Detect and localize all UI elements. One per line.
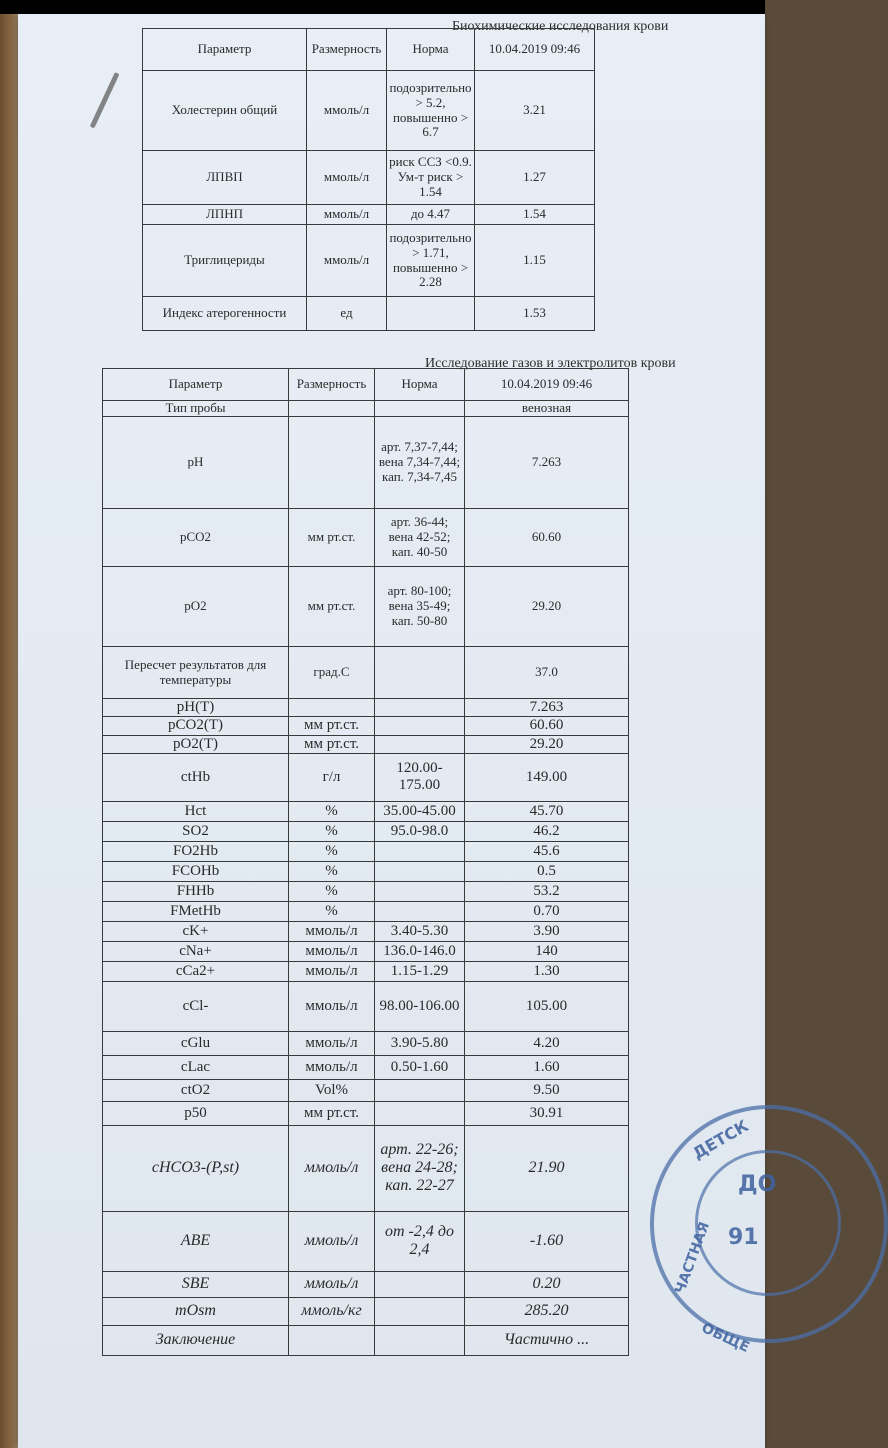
table-row bbox=[103, 699, 629, 717]
cell-unit: мм рт.ст. bbox=[289, 735, 375, 753]
cell-value: 7.263 bbox=[465, 417, 629, 509]
cell-param: SBE bbox=[103, 1271, 289, 1297]
cell-value: 3.21 bbox=[475, 71, 595, 151]
cell-param: cCa2+ bbox=[103, 961, 289, 981]
cell-value: 1.54 bbox=[475, 205, 595, 225]
cell-norm: подозрительно > 5.2, повышенно > 6.7 bbox=[387, 71, 475, 151]
cell-param: cNa+ bbox=[103, 941, 289, 961]
cell-param: pH bbox=[103, 417, 289, 509]
cell-param: Тип пробы bbox=[103, 401, 289, 417]
header-unit: Размерность bbox=[289, 369, 375, 401]
cell-norm: 3.90-5.80 bbox=[375, 1031, 465, 1055]
cell-norm: арт. 36-44; вена 42-52; кап. 40-50 bbox=[375, 509, 465, 567]
cell-value: 60.60 bbox=[465, 717, 629, 735]
cell-unit: ммоль/л bbox=[289, 941, 375, 961]
cell-unit: ммоль/л bbox=[307, 71, 387, 151]
cell-norm bbox=[375, 1101, 465, 1125]
cell-norm bbox=[375, 1079, 465, 1101]
cell-value: 0.70 bbox=[465, 901, 629, 921]
cell-unit: % bbox=[289, 841, 375, 861]
cell-param: FMetHb bbox=[103, 901, 289, 921]
table-row bbox=[103, 717, 629, 735]
cell-value: 285.20 bbox=[465, 1297, 629, 1325]
cell-unit bbox=[289, 1325, 375, 1355]
cell-value: 29.20 bbox=[465, 735, 629, 753]
table-row bbox=[103, 753, 629, 801]
cell-norm: арт. 22-26; вена 24-28; кап. 22-27 bbox=[375, 1125, 465, 1211]
cell-norm bbox=[375, 735, 465, 753]
table-row bbox=[103, 881, 629, 901]
cell-value: 21.90 bbox=[465, 1125, 629, 1211]
cell-param: pCO2 bbox=[103, 509, 289, 567]
cell-value: 7.263 bbox=[465, 699, 629, 717]
cell-norm: от -2,4 до 2,4 bbox=[375, 1211, 465, 1271]
cell-param: cK+ bbox=[103, 921, 289, 941]
table1-caption: Биохимические исследования крови bbox=[452, 19, 669, 34]
cell-value: 4.20 bbox=[465, 1031, 629, 1055]
table-header-row bbox=[143, 29, 595, 71]
table-row bbox=[103, 509, 629, 567]
cell-norm: риск ССЗ <0.9. Ум-т риск > 1.54 bbox=[387, 151, 475, 205]
cell-value: 0.5 bbox=[465, 861, 629, 881]
cell-unit: мм рт.ст. bbox=[289, 567, 375, 647]
cell-norm bbox=[375, 881, 465, 901]
cell-unit: ммоль/л bbox=[307, 205, 387, 225]
cell-value: 46.2 bbox=[465, 821, 629, 841]
cell-value: 45.6 bbox=[465, 841, 629, 861]
cell-norm bbox=[375, 647, 465, 699]
cell-value: Частично ... bbox=[465, 1325, 629, 1355]
cell-norm bbox=[387, 297, 475, 331]
table-row bbox=[143, 151, 595, 205]
header-unit: Размерность bbox=[307, 29, 387, 71]
table-row bbox=[103, 1271, 629, 1297]
cell-norm: 120.00-175.00 bbox=[375, 753, 465, 801]
header-datetime: 10.04.2019 09:46 bbox=[465, 369, 629, 401]
cell-unit: ммоль/л bbox=[307, 151, 387, 205]
table-header-row bbox=[103, 369, 629, 401]
cell-norm: 0.50-1.60 bbox=[375, 1055, 465, 1079]
table2-caption: Исследование газов и электролитов крови bbox=[425, 356, 676, 371]
table-row bbox=[103, 1211, 629, 1271]
table-row bbox=[103, 1031, 629, 1055]
cell-param: Индекс атерогенности bbox=[143, 297, 307, 331]
cell-norm bbox=[375, 717, 465, 735]
cell-value: 105.00 bbox=[465, 981, 629, 1031]
cell-value: 53.2 bbox=[465, 881, 629, 901]
cell-param: ABE bbox=[103, 1211, 289, 1271]
cell-norm: 1.15-1.29 bbox=[375, 961, 465, 981]
cell-param: pH(T) bbox=[103, 699, 289, 717]
cell-param: pO2 bbox=[103, 567, 289, 647]
table-row bbox=[103, 1079, 629, 1101]
table-row bbox=[103, 647, 629, 699]
table-row bbox=[103, 961, 629, 981]
cell-param: p50 bbox=[103, 1101, 289, 1125]
table-row bbox=[103, 1125, 629, 1211]
header-datetime: 10.04.2019 09:46 bbox=[475, 29, 595, 71]
cell-value: 30.91 bbox=[465, 1101, 629, 1125]
cell-norm bbox=[375, 841, 465, 861]
cell-norm bbox=[375, 401, 465, 417]
cell-value: 1.60 bbox=[465, 1055, 629, 1079]
cell-value: 1.27 bbox=[475, 151, 595, 205]
cell-value: 29.20 bbox=[465, 567, 629, 647]
cell-unit: Vol% bbox=[289, 1079, 375, 1101]
stamp-text-top: ДЕТСК bbox=[689, 1116, 752, 1163]
cell-unit: ммоль/л bbox=[307, 225, 387, 297]
cell-param: Триглицериды bbox=[143, 225, 307, 297]
top-black-bar bbox=[0, 0, 765, 14]
cell-unit: мм рт.ст. bbox=[289, 1101, 375, 1125]
cell-param: FHHb bbox=[103, 881, 289, 901]
cell-unit: г/л bbox=[289, 753, 375, 801]
table-row bbox=[103, 861, 629, 881]
table-row bbox=[103, 841, 629, 861]
cell-norm: 3.40-5.30 bbox=[375, 921, 465, 941]
cell-value: 60.60 bbox=[465, 509, 629, 567]
table-row bbox=[103, 401, 629, 417]
stamp-text-bottom: ЧАСТНАЯ bbox=[672, 1219, 714, 1297]
cell-unit bbox=[289, 401, 375, 417]
cell-unit: ммоль/л bbox=[289, 1125, 375, 1211]
cell-value: 0.20 bbox=[465, 1271, 629, 1297]
cell-param: Пересчет результатов для температуры bbox=[103, 647, 289, 699]
cell-unit: ммоль/л bbox=[289, 1055, 375, 1079]
cell-unit: мм рт.ст. bbox=[289, 509, 375, 567]
cell-param: pCO2(T) bbox=[103, 717, 289, 735]
table-row bbox=[103, 941, 629, 961]
cell-unit: % bbox=[289, 901, 375, 921]
cell-param: Hct bbox=[103, 801, 289, 821]
cell-param: cLac bbox=[103, 1055, 289, 1079]
table-row bbox=[103, 821, 629, 841]
cell-unit: град.С bbox=[289, 647, 375, 699]
cell-unit: % bbox=[289, 861, 375, 881]
blood-gas-table bbox=[102, 368, 629, 1356]
header-param: Параметр bbox=[143, 29, 307, 71]
cell-value: 45.70 bbox=[465, 801, 629, 821]
cell-norm bbox=[375, 1325, 465, 1355]
cell-norm bbox=[375, 1297, 465, 1325]
cell-param: ctO2 bbox=[103, 1079, 289, 1101]
table-row bbox=[103, 1297, 629, 1325]
cell-unit: ммоль/л bbox=[289, 1031, 375, 1055]
cell-norm: 136.0-146.0 bbox=[375, 941, 465, 961]
table-row bbox=[143, 297, 595, 331]
cell-norm: арт. 7,37-7,44; вена 7,34-7,44; кап. 7,34-7,45 bbox=[375, 417, 465, 509]
cell-value: 1.30 bbox=[465, 961, 629, 981]
table-row bbox=[103, 901, 629, 921]
cell-value: -1.60 bbox=[465, 1211, 629, 1271]
table-row bbox=[103, 1055, 629, 1079]
cell-param: ЛПВП bbox=[143, 151, 307, 205]
cell-unit: ммоль/кг bbox=[289, 1297, 375, 1325]
cell-unit: % bbox=[289, 801, 375, 821]
cell-value: 140 bbox=[465, 941, 629, 961]
table-row bbox=[103, 921, 629, 941]
cell-norm: подозрительно > 1.71, повышенно > 2.28 bbox=[387, 225, 475, 297]
stamp-text-org: ОБЩЕ bbox=[698, 1320, 752, 1356]
cell-value: 37.0 bbox=[465, 647, 629, 699]
cell-param: pO2(T) bbox=[103, 735, 289, 753]
cell-unit: ммоль/л bbox=[289, 1271, 375, 1297]
table-row bbox=[103, 981, 629, 1031]
header-norm: Норма bbox=[375, 369, 465, 401]
cell-norm bbox=[375, 699, 465, 717]
cell-param: cGlu bbox=[103, 1031, 289, 1055]
cell-norm bbox=[375, 1271, 465, 1297]
cell-value: венозная bbox=[465, 401, 629, 417]
stamp-text-mid: ДО bbox=[738, 1172, 777, 1197]
table-row bbox=[103, 1101, 629, 1125]
cell-param: FCOHb bbox=[103, 861, 289, 881]
cell-param: ЛПНП bbox=[143, 205, 307, 225]
cell-value: 3.90 bbox=[465, 921, 629, 941]
header-param: Параметр bbox=[103, 369, 289, 401]
cell-norm: арт. 80-100; вена 35-49; кап. 50-80 bbox=[375, 567, 465, 647]
table-row bbox=[143, 205, 595, 225]
cell-value: 1.15 bbox=[475, 225, 595, 297]
table-row bbox=[103, 567, 629, 647]
stamp-text-num: 91 bbox=[728, 1225, 759, 1250]
header-norm: Норма bbox=[387, 29, 475, 71]
background-surface bbox=[0, 14, 20, 1448]
cell-unit bbox=[289, 417, 375, 509]
cell-param: mOsm bbox=[103, 1297, 289, 1325]
table-row bbox=[143, 225, 595, 297]
table-row bbox=[103, 801, 629, 821]
cell-param: ctHb bbox=[103, 753, 289, 801]
cell-unit: % bbox=[289, 881, 375, 901]
cell-norm bbox=[375, 901, 465, 921]
cell-norm: 95.0-98.0 bbox=[375, 821, 465, 841]
cell-unit: ммоль/л bbox=[289, 1211, 375, 1271]
cell-param: cCl- bbox=[103, 981, 289, 1031]
cell-norm: 98.00-106.00 bbox=[375, 981, 465, 1031]
cell-unit: ед bbox=[307, 297, 387, 331]
cell-unit: % bbox=[289, 821, 375, 841]
cell-value: 9.50 bbox=[465, 1079, 629, 1101]
cell-param: FO2Hb bbox=[103, 841, 289, 861]
biochemistry-table bbox=[142, 28, 595, 331]
table-row bbox=[103, 735, 629, 753]
cell-norm: 35.00-45.00 bbox=[375, 801, 465, 821]
table-row bbox=[143, 71, 595, 151]
cell-param: Холестерин общий bbox=[143, 71, 307, 151]
table-row bbox=[103, 1325, 629, 1355]
cell-unit: ммоль/л bbox=[289, 921, 375, 941]
cell-unit: ммоль/л bbox=[289, 961, 375, 981]
cell-param: Заключение bbox=[103, 1325, 289, 1355]
cell-unit: ммоль/л bbox=[289, 981, 375, 1031]
cell-value: 1.53 bbox=[475, 297, 595, 331]
cell-unit: мм рт.ст. bbox=[289, 717, 375, 735]
cell-value: 149.00 bbox=[465, 753, 629, 801]
cell-norm bbox=[375, 861, 465, 881]
cell-unit bbox=[289, 699, 375, 717]
cell-param: SO2 bbox=[103, 821, 289, 841]
cell-norm: до 4.47 bbox=[387, 205, 475, 225]
table-row bbox=[103, 417, 629, 509]
cell-param: cHCO3-(P,st) bbox=[103, 1125, 289, 1211]
